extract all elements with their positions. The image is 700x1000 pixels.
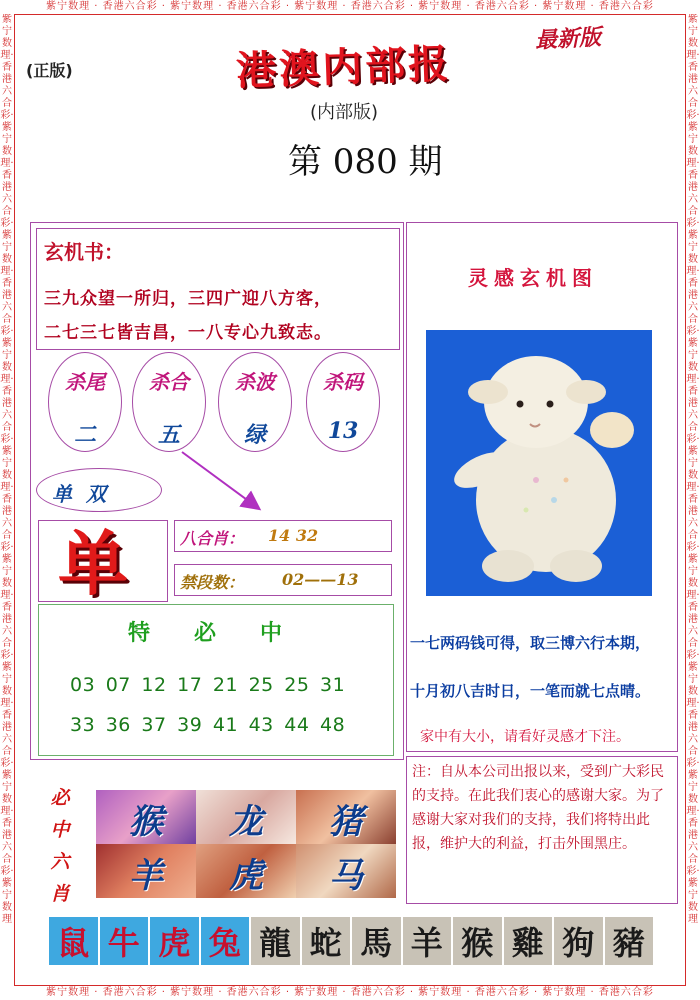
must-zodiac-char-4: 肖	[50, 883, 70, 905]
mystic-line-1: 三九众望一所归，三四广迎八方客，	[44, 289, 332, 309]
combo-value: 14 32	[268, 526, 319, 545]
kill-number-label: 杀码	[323, 370, 363, 394]
page-title: 港澳内部报	[235, 40, 452, 95]
special-numbers-row-1: 03 07 12 17 21 25 25 31	[70, 674, 346, 696]
bottom-zodiac-tile: 雞	[503, 916, 554, 966]
kill-tail-label: 杀尾	[65, 370, 105, 394]
kill-tail-value: 二	[73, 422, 96, 448]
kill-range-label: 禁段数：	[180, 573, 245, 592]
bottom-zodiac-row	[48, 916, 654, 966]
kill-range-value: 02——13	[282, 570, 359, 589]
kill-combo-label: 杀合	[149, 370, 189, 394]
zodiac-cell	[296, 844, 396, 898]
zodiac-cell	[96, 790, 196, 844]
poem-line-1: 一七两码钱可得，取三博六行本期，	[410, 634, 651, 652]
zodiac-cell	[196, 844, 296, 898]
parity-label: 单双	[52, 482, 120, 506]
kill-wave-value: 绿	[243, 422, 266, 448]
bottom-zodiac-tile: 虎	[149, 916, 200, 966]
bottom-zodiac-tile: 蛇	[301, 916, 352, 966]
bottom-zodiac-tile: 龍	[250, 916, 301, 966]
must-zodiac-grid	[96, 790, 396, 898]
edition-tag: (正版)	[26, 61, 73, 80]
special-title: 特必中	[128, 620, 327, 646]
latest-tag: 最新版	[534, 25, 602, 54]
bottom-border-text: 紫宁数理 · 香港六合彩 · 紫宁数理 · 香港六合彩 · 紫宁数理 · 香港六合彩 · 紫宁数理 · 香港六合彩 · 紫宁数理 · 香港六合彩	[46, 987, 654, 998]
combo-label: 八合肖：	[180, 529, 245, 548]
zodiac-cell	[196, 790, 296, 844]
zodiac-cell	[296, 790, 396, 844]
inspiration-advice: 家中有大小，请看好灵感才下注。	[420, 729, 630, 745]
right-border-text: 紫宁数理·香港六合彩·紫宁数理·香港六合彩·紫宁数理·香港六合彩·紫宁数理·香港六合彩·紫宁数理·香港六合彩·紫宁数理·香港六合彩·紫宁数理·香港六合彩·紫宁数理·香港六合彩·紫宁数理	[686, 14, 700, 925]
left-border-text: 紫宁数理·香港六合彩·紫宁数理·香港六合彩·紫宁数理·香港六合彩·紫宁数理·香港六合彩·紫宁数理·香港六合彩·紫宁数理·香港六合彩·紫宁数理·香港六合彩·紫宁数理·香港六合彩·紫宁数理	[0, 14, 14, 925]
inspiration-title: 灵感玄机图	[468, 266, 598, 290]
mystic-line-2: 二七三七皆吉昌，一八专心九致志。	[44, 323, 332, 343]
zodiac-cell-text: 龙	[229, 802, 263, 842]
bottom-zodiac-tile: 狗	[553, 916, 604, 966]
kill-combo-value: 五	[157, 422, 180, 448]
bottom-zodiac-tile: 豬	[604, 916, 655, 966]
page-subtitle: (内部版)	[310, 102, 379, 123]
poem-line-2: 十月初八吉时日，一笔而就七点晴。	[410, 682, 651, 700]
plush-sheep-photo	[426, 330, 652, 596]
zodiac-cell-text: 马	[329, 856, 363, 896]
special-numbers-row-2: 33 36 37 39 41 43 44 48	[70, 714, 346, 736]
must-zodiac-char-2: 中	[50, 819, 70, 841]
top-border-text: 紫宁数理 · 香港六合彩 · 紫宁数理 · 香港六合彩 · 紫宁数理 · 香港六合彩 · 紫宁数理 · 香港六合彩 · 紫宁数理 · 香港六合彩	[46, 1, 654, 12]
bottom-zodiac-tile: 羊	[402, 916, 453, 966]
must-zodiac-char-3: 六	[50, 851, 70, 873]
zodiac-cell-text: 猪	[329, 802, 363, 842]
bottom-zodiac-tile: 猴	[452, 916, 503, 966]
bottom-zodiac-tile: 牛	[99, 916, 150, 966]
zodiac-cell	[96, 844, 196, 898]
zodiac-cell-text: 羊	[129, 856, 163, 896]
kill-wave-label: 杀波	[235, 370, 275, 394]
big-single-char: 单	[58, 522, 128, 605]
zodiac-cell-text: 猴	[129, 802, 163, 842]
kill-number-value: 13	[327, 418, 359, 444]
bottom-zodiac-tile: 兔	[200, 916, 251, 966]
notice-text: 注：自从本公司出报以来，受到广大彩民的支持。在此我们衷心的感谢大家。为了感谢大家对我们的支持，我们将特出此报，维护大的利益，打击外围黑庄。	[412, 764, 664, 852]
must-zodiac-char-1: 必	[50, 787, 70, 809]
bottom-zodiac-tile: 鼠	[48, 916, 99, 966]
issue-number: 第 080 期	[288, 142, 443, 182]
bottom-zodiac-tile: 馬	[351, 916, 402, 966]
mystic-heading: 玄机书：	[44, 240, 124, 264]
zodiac-cell-text: 虎	[229, 856, 263, 896]
plush-sheep-image	[426, 330, 652, 596]
